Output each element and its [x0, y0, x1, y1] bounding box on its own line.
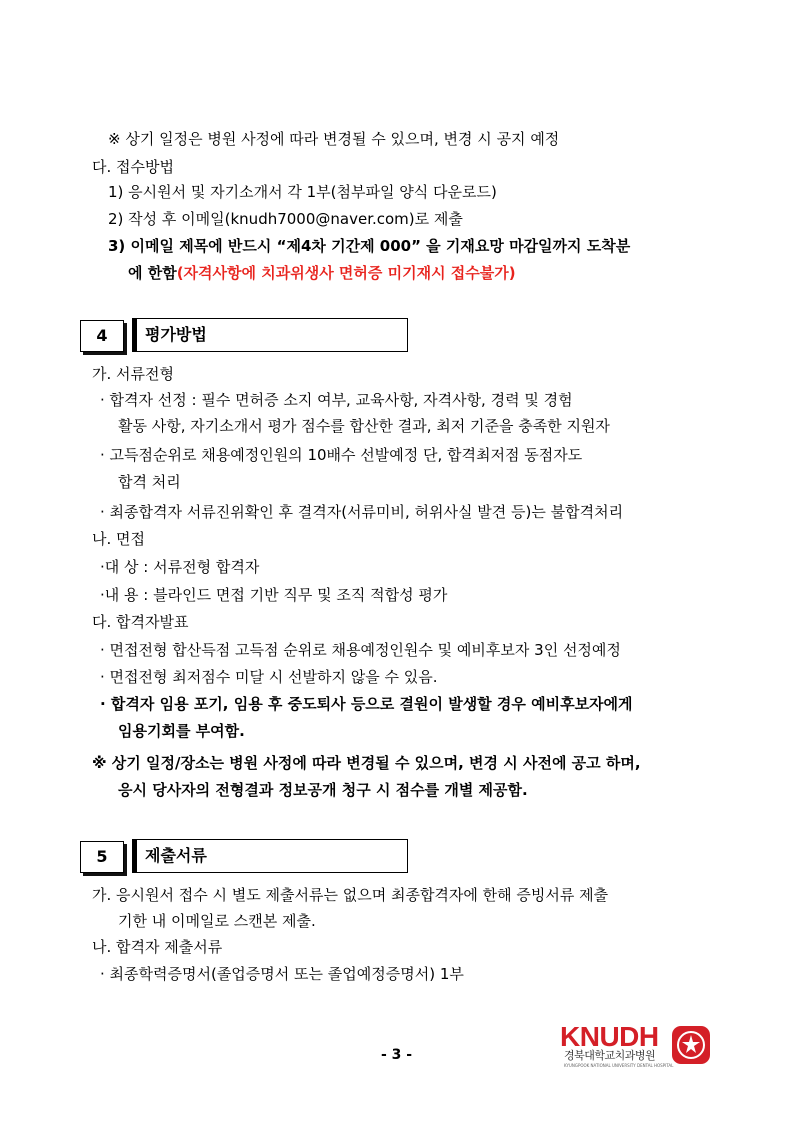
receipt-item-3-cont [128, 262, 516, 284]
submission-b-heading: 나. 합격자 제출서류 [92, 938, 223, 956]
schedule-notice: ※ 상기 일정은 병원 사정에 따라 변경될 수 있으며, 변경 시 공지 예정 [108, 130, 560, 148]
result-bullet-3: · 합격자 임용 포기, 임용 후 중도퇴사 등으로 결원이 발생할 경우 예비후보자에게 [100, 695, 633, 713]
result-bullet-2: · 면접전형 최저점수 미달 시 선발하지 않을 수 있음. [100, 668, 438, 686]
section-5-title: 제출서류 [145, 846, 207, 865]
receipt-warning: (자격사항에 치과위생사 면허증 미기재시 접수불가) [176, 264, 516, 282]
section-5-title-bar [133, 840, 137, 872]
submission-a: 가. 응시원서 접수 시 별도 제출서류는 없으며 최종합격자에 한해 증빙서류 제출 [92, 886, 609, 904]
logo-wordmark: KNUDH [560, 1021, 659, 1052]
receipt-item-3-text: 에 한함 [128, 264, 177, 282]
section-5-number: 5 [80, 841, 124, 873]
submission-a-cont: 기한 내 이메일로 스캔본 제출. [118, 912, 316, 930]
hospital-logo [560, 1022, 710, 1072]
receipt-heading: 다. 접수방법 [92, 158, 174, 176]
interview-target: ·대 상 : 서류전형 합격자 [100, 558, 260, 576]
interview-heading: 나. 면접 [92, 530, 146, 548]
document-bullet-2-cont: 합격 처리 [118, 473, 181, 491]
document-screening-heading: 가. 서류전형 [92, 365, 174, 383]
logo-english-name: KYUNGPOOK NATIONAL UNIVERSITY DENTAL HOSPITAL [564, 1063, 674, 1068]
section-4-notice: ※ 상기 일정/장소는 병원 사정에 따라 변경될 수 있으며, 변경 시 사전에 공고 하며, [92, 754, 641, 772]
document-bullet-2: · 고득점순위로 채용예정인원의 10배수 선발예정 단, 합격최저점 동점자도 [100, 446, 583, 464]
page-number: - 3 - [380, 1047, 413, 1063]
result-bullet-3-cont: 임용기회를 부여함. [118, 722, 245, 740]
hospital-emblem-icon [672, 1026, 710, 1064]
section-5-title-box [132, 839, 408, 873]
interview-content: ·내 용 : 블라인드 면접 기반 직무 및 조직 적합성 평가 [100, 586, 448, 604]
document-bullet-3: · 최종합격자 서류진위확인 후 결격자(서류미비, 허위사실 발견 등)는 불합격처리 [100, 503, 624, 521]
submission-b-item: · 최종학력증명서(졸업증명서 또는 졸업예정증명서) 1부 [100, 965, 464, 983]
result-bullet-1: · 면접전형 합산득점 고득점 순위로 채용예정인원수 및 예비후보자 3인 선정예정 [100, 641, 621, 659]
section-4-title: 평가방법 [145, 325, 207, 344]
logo-korean-name: 경북대학교치과병원 [564, 1049, 656, 1062]
document-bullet-1-cont: 활동 사항, 자기소개서 평가 점수를 합산한 결과, 최저 기준을 충족한 지원자 [118, 417, 610, 435]
receipt-item-2: 2) 작성 후 이메일(knudh7000@naver.com)로 제출 [108, 210, 463, 228]
section-4-title-bar [133, 319, 137, 351]
result-heading: 다. 합격자발표 [92, 613, 189, 631]
section-4-title-box [132, 318, 408, 352]
section-4-number: 4 [80, 320, 124, 352]
document-bullet-1: · 합격자 선정 : 필수 면허증 소지 여부, 교육사항, 자격사항, 경력 및 경험 [100, 391, 573, 409]
receipt-item-1: 1) 응시원서 및 자기소개서 각 1부(첨부파일 양식 다운로드) [108, 183, 497, 201]
section-4-notice-cont: 응시 당사자의 전형결과 정보공개 청구 시 점수를 개별 제공함. [118, 781, 528, 799]
receipt-item-3: 3) 이메일 제목에 반드시 “제4차 기간제 000” 을 기재요망 마감일까지 도착분 [108, 237, 631, 255]
